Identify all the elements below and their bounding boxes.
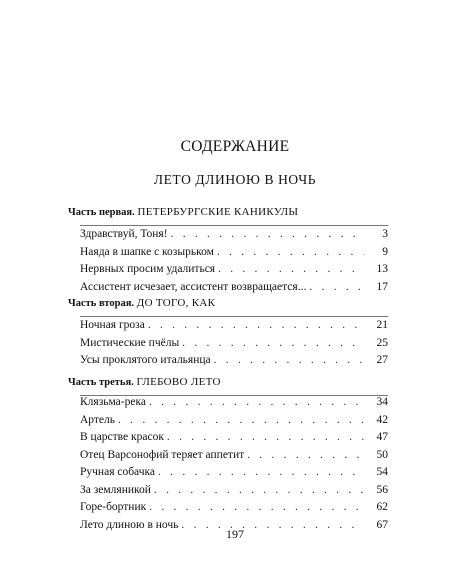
toc-entry bbox=[80, 414, 388, 432]
dot-leader bbox=[214, 354, 364, 366]
part-label: Часть вторая. bbox=[68, 298, 135, 309]
part-heading-3 bbox=[68, 376, 408, 388]
part-heading-2 bbox=[68, 297, 408, 309]
toc-entry-page: 13 bbox=[376, 263, 388, 275]
dot-leader bbox=[247, 449, 364, 461]
dot-leader bbox=[154, 484, 364, 496]
toc-entry bbox=[80, 501, 388, 519]
toc-entry bbox=[80, 354, 388, 372]
divider bbox=[80, 316, 388, 317]
part-title: ПЕТЕРБУРГСКИЕ КАНИКУЛЫ bbox=[137, 206, 299, 218]
toc-entry-page: 9 bbox=[382, 245, 388, 258]
toc-entry-title: Здравствуй, Тоня! bbox=[80, 228, 168, 240]
toc-entry-page: 47 bbox=[376, 431, 388, 443]
book-title: ЛЕТО ДЛИНОЮ В НОЧЬ bbox=[153, 172, 317, 187]
dot-leader bbox=[118, 414, 364, 426]
toc-entry bbox=[80, 337, 388, 355]
toc-entry-page: 21 bbox=[376, 319, 388, 331]
toc-entry-title: Ручная собачка bbox=[80, 466, 156, 478]
toc-entry bbox=[80, 466, 388, 484]
page-heading: СОДЕРЖАНИЕ bbox=[180, 138, 290, 155]
page-number: 197 bbox=[226, 527, 244, 541]
toc-entry-title: Артель bbox=[80, 413, 116, 426]
toc-entry bbox=[80, 449, 388, 467]
divider bbox=[80, 225, 388, 226]
toc-entry-page: 56 bbox=[376, 483, 388, 496]
dot-leader bbox=[148, 319, 364, 331]
toc-entry-title: Ночная гроза bbox=[80, 319, 145, 331]
part-heading-1 bbox=[68, 206, 408, 218]
toc-entry-title: Наяда в шапке с козырьком bbox=[80, 245, 214, 258]
toc-entry-title: За земляникой bbox=[80, 483, 151, 496]
dot-leader bbox=[158, 466, 364, 478]
toc-list-part-2 bbox=[80, 319, 388, 372]
toc-entry-page: 42 bbox=[376, 413, 388, 426]
toc-entry-page: 62 bbox=[376, 501, 388, 513]
toc-entry-page: 34 bbox=[376, 396, 388, 408]
toc-entry-title: Мистические пчёлы bbox=[80, 336, 180, 349]
toc-entry-title: Отец Варсонофий теряет аппетит bbox=[80, 448, 245, 461]
toc-entry-title: В царстве красок bbox=[80, 431, 164, 443]
toc-entry bbox=[80, 396, 388, 414]
toc-entry-title: Лето длиною в ночь bbox=[80, 518, 179, 531]
toc-entry-page: 54 bbox=[376, 466, 388, 478]
toc-entry-page: 50 bbox=[376, 448, 388, 461]
toc-entry bbox=[80, 228, 388, 246]
toc-entry-title: Горе-бортник bbox=[80, 501, 147, 513]
part-title: ГЛЕБОВО ЛЕТО bbox=[136, 376, 221, 388]
dot-leader bbox=[167, 431, 364, 443]
part-label: Часть первая. bbox=[68, 207, 135, 218]
dot-leader bbox=[217, 246, 364, 258]
dot-leader bbox=[309, 281, 364, 293]
toc-entry-page: 3 bbox=[382, 228, 388, 240]
toc-entry-title: Нервных просим удалиться bbox=[80, 263, 216, 275]
toc-entry bbox=[80, 484, 388, 502]
dot-leader bbox=[218, 263, 364, 275]
toc-entry bbox=[80, 281, 388, 299]
toc-entry-page: 67 bbox=[376, 518, 388, 531]
toc-entry-page: 27 bbox=[376, 354, 388, 366]
dot-leader bbox=[171, 228, 364, 240]
toc-entry-title: Клязьма-река bbox=[80, 396, 146, 408]
toc-entry bbox=[80, 431, 388, 449]
part-title: ДО ТОГО, КАК bbox=[136, 297, 216, 309]
toc-list-part-1 bbox=[80, 228, 388, 298]
dot-leader bbox=[149, 396, 364, 408]
dot-leader bbox=[182, 337, 364, 349]
toc-entry-page: 25 bbox=[376, 336, 388, 349]
toc-entry bbox=[80, 246, 388, 264]
toc-entry bbox=[80, 263, 388, 281]
toc-entry-page: 17 bbox=[376, 280, 388, 293]
toc-entry-title: Усы проклятого итальянца bbox=[80, 354, 211, 366]
toc-entry bbox=[80, 319, 388, 337]
dot-leader bbox=[149, 501, 364, 513]
toc-entry-title: Ассистент исчезает, ассистент возвращается... bbox=[80, 280, 307, 293]
toc-list-part-3 bbox=[80, 396, 388, 536]
part-label: Часть третья. bbox=[68, 377, 134, 388]
